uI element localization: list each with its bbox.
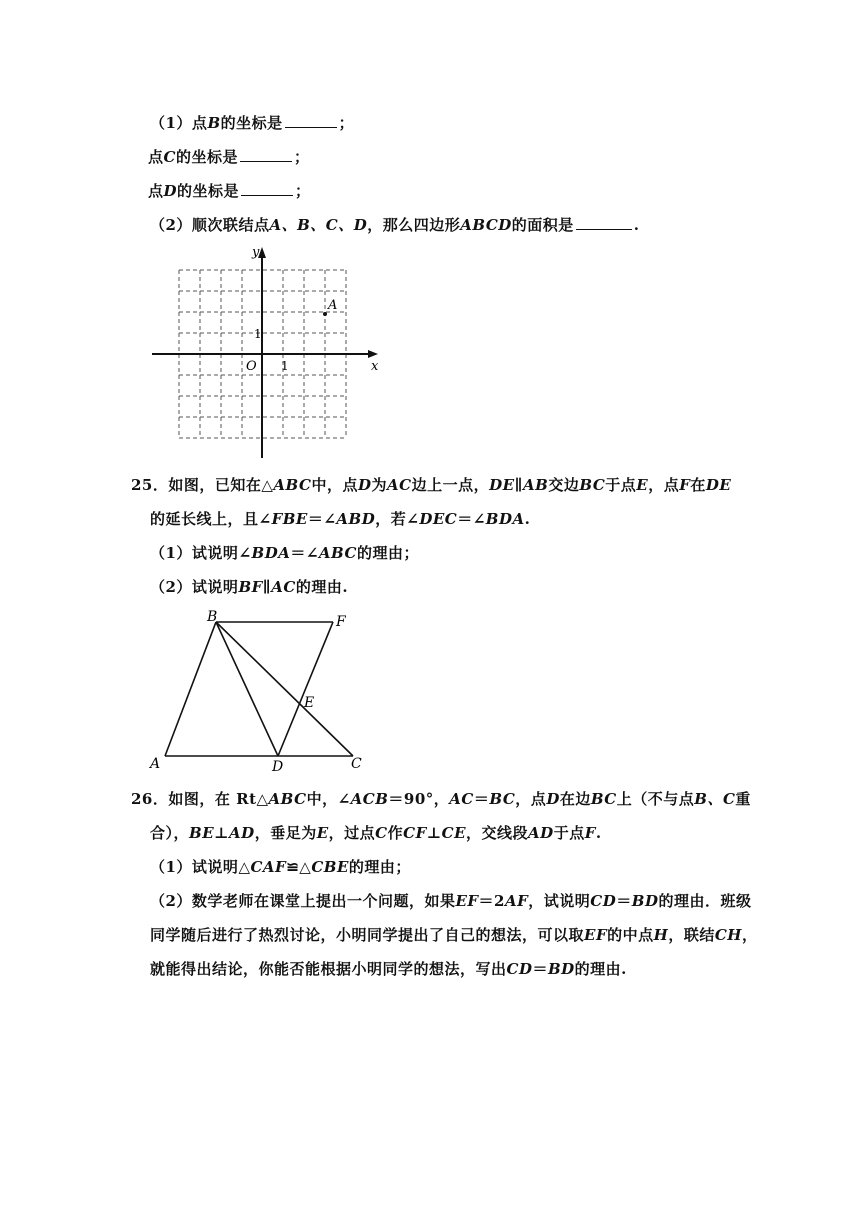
- text: .: [633, 216, 640, 234]
- text: 同学随后进行了热烈讨论，小明同学提出了自己的想法，可以取: [150, 926, 585, 944]
- var: AB: [523, 476, 549, 494]
- text: ⊥: [214, 824, 230, 842]
- text: 中，∠: [306, 790, 351, 808]
- text: ，: [741, 926, 758, 944]
- var: FBE: [271, 510, 308, 528]
- q25-subquestion-2: [150, 576, 348, 597]
- text: 的理由．班级: [658, 892, 752, 910]
- var: CF: [403, 824, 427, 842]
- var: D: [163, 182, 178, 200]
- var: AC: [449, 790, 474, 808]
- q25-statement-line1: [131, 474, 731, 495]
- var: DE: [489, 476, 515, 494]
- text: （2）顺次联结点: [150, 216, 270, 234]
- label-f: F: [336, 614, 346, 630]
- q25-statement-line2: [150, 508, 530, 529]
- text: 在边: [559, 790, 591, 808]
- var: CH: [714, 926, 742, 944]
- text: ；: [293, 148, 310, 166]
- text: 的中点: [607, 926, 654, 944]
- text: ＝2: [478, 892, 505, 910]
- q25-subquestion-1: [150, 542, 419, 563]
- var: CD: [590, 892, 617, 910]
- var: BF: [238, 578, 263, 596]
- text: ＝90°，: [388, 790, 450, 808]
- var: AD: [528, 824, 554, 842]
- unit-x-label: 1: [281, 359, 289, 373]
- var: C: [163, 148, 176, 166]
- var: ABC: [318, 544, 357, 562]
- text: 交边: [548, 476, 580, 494]
- text: 点: [148, 182, 164, 200]
- label-e: E: [304, 695, 315, 711]
- var: AF: [504, 892, 529, 910]
- x-axis-label: x: [371, 359, 379, 374]
- text: ，若∠: [375, 510, 420, 528]
- var: BC: [590, 790, 617, 808]
- text: .: [524, 510, 531, 528]
- text: 的面积是: [511, 216, 574, 234]
- var: CD: [506, 960, 533, 978]
- text: 的理由.: [295, 578, 349, 596]
- text: ∥: [262, 578, 272, 596]
- var: DE: [705, 476, 732, 494]
- var: B、C: [694, 790, 736, 808]
- var: F: [584, 824, 596, 842]
- q26-subquestion-1: [150, 856, 411, 877]
- text: 25．如图，已知在△: [131, 476, 274, 494]
- text: .: [595, 824, 602, 842]
- var: C: [375, 824, 388, 842]
- point-a-dot: [323, 312, 327, 316]
- text: 的坐标是: [177, 182, 240, 200]
- var: ABCD: [460, 216, 512, 234]
- var: CE: [441, 824, 467, 842]
- var: BD: [631, 892, 659, 910]
- x-axis-arrow-icon: [368, 350, 378, 358]
- text: ，联结: [668, 926, 715, 944]
- text: （2）试说明: [150, 578, 239, 596]
- var: D: [357, 476, 372, 494]
- text: 26．如图，在 Rt△: [131, 790, 269, 808]
- q26-subquestion-2-line2: [150, 924, 757, 945]
- text: 上（不与点: [616, 790, 695, 808]
- var: ABC: [268, 790, 307, 808]
- text: 中，点: [311, 476, 358, 494]
- q26-subquestion-2-line3: [150, 958, 627, 979]
- label-a: A: [150, 756, 161, 772]
- text: （1）试说明△: [150, 858, 251, 876]
- text: 于点: [553, 824, 585, 842]
- text: 的延长线上，且∠: [150, 510, 272, 528]
- text: ＝∠: [457, 510, 486, 528]
- y-axis-label: y: [252, 245, 260, 260]
- text: 为: [371, 476, 388, 494]
- text: ，试说明: [528, 892, 591, 910]
- text: （2）数学老师在课堂上提出一个问题，如果: [150, 892, 456, 910]
- var: EF: [584, 926, 608, 944]
- text: ，过点: [328, 824, 376, 842]
- text: ＝: [532, 960, 548, 978]
- q26-statement-line1: [131, 788, 751, 809]
- var: D: [546, 790, 560, 808]
- var: ABC: [273, 476, 312, 494]
- var: EF: [455, 892, 479, 910]
- text: ，那么四边形: [367, 216, 461, 234]
- var: BDA: [485, 510, 525, 528]
- point-a-label: A: [328, 298, 338, 313]
- text: ，点: [648, 476, 680, 494]
- var: ACB: [350, 790, 389, 808]
- var: E: [316, 824, 329, 842]
- text: ；: [295, 182, 311, 200]
- var: AC: [271, 578, 296, 596]
- var: BC: [579, 476, 606, 494]
- text: 重: [735, 790, 751, 808]
- text: ＝: [473, 790, 490, 808]
- label-b: B: [207, 609, 218, 625]
- label-d: D: [272, 759, 284, 775]
- text: 就能得出结论，你能否能根据小明同学的想法，写出: [150, 960, 507, 978]
- var: AD: [229, 824, 255, 842]
- var: CBE: [311, 858, 349, 876]
- var: BC: [489, 790, 516, 808]
- text: （1）点: [150, 114, 208, 132]
- text: ；: [338, 114, 355, 132]
- text: 作: [387, 824, 404, 842]
- label-c: C: [351, 756, 362, 772]
- origin-label: O: [246, 359, 257, 374]
- text: 的理由.: [574, 960, 627, 978]
- unit-y-label: 1: [254, 327, 262, 341]
- text: ⊥: [426, 824, 442, 842]
- var: H: [653, 926, 669, 944]
- text: ，交线段: [466, 824, 529, 842]
- var: E: [636, 476, 649, 494]
- text: ＝: [616, 892, 632, 910]
- var: DEC: [419, 510, 458, 528]
- var: ABD: [336, 510, 376, 528]
- text: 的理由；: [356, 544, 419, 562]
- text: ＝∠: [307, 510, 337, 528]
- q26-statement-line2: [150, 822, 602, 843]
- text: 在: [690, 476, 706, 494]
- text: 的坐标是: [220, 114, 283, 132]
- text: ，点: [515, 790, 547, 808]
- text: （1）试说明∠: [150, 544, 252, 562]
- var: BD: [547, 960, 575, 978]
- var: F: [679, 476, 691, 494]
- text: 边上一点，: [411, 476, 490, 494]
- text: 合），: [150, 824, 190, 842]
- text: 的坐标是: [175, 148, 238, 166]
- text: 的理由；: [348, 858, 411, 876]
- var: AC: [387, 476, 412, 494]
- text: ，垂足为: [254, 824, 317, 842]
- var: A、B、C、D: [269, 216, 368, 234]
- var: CAF: [250, 858, 287, 876]
- text: ∥: [514, 476, 524, 494]
- var: BDA: [251, 544, 291, 562]
- var: BE: [189, 824, 215, 842]
- var: B: [207, 114, 221, 132]
- text: ＝∠: [290, 544, 319, 562]
- text: 于点: [605, 476, 637, 494]
- text: 点: [148, 148, 164, 166]
- q26-subquestion-2-line1: [150, 890, 751, 911]
- text: ≌△: [286, 858, 312, 876]
